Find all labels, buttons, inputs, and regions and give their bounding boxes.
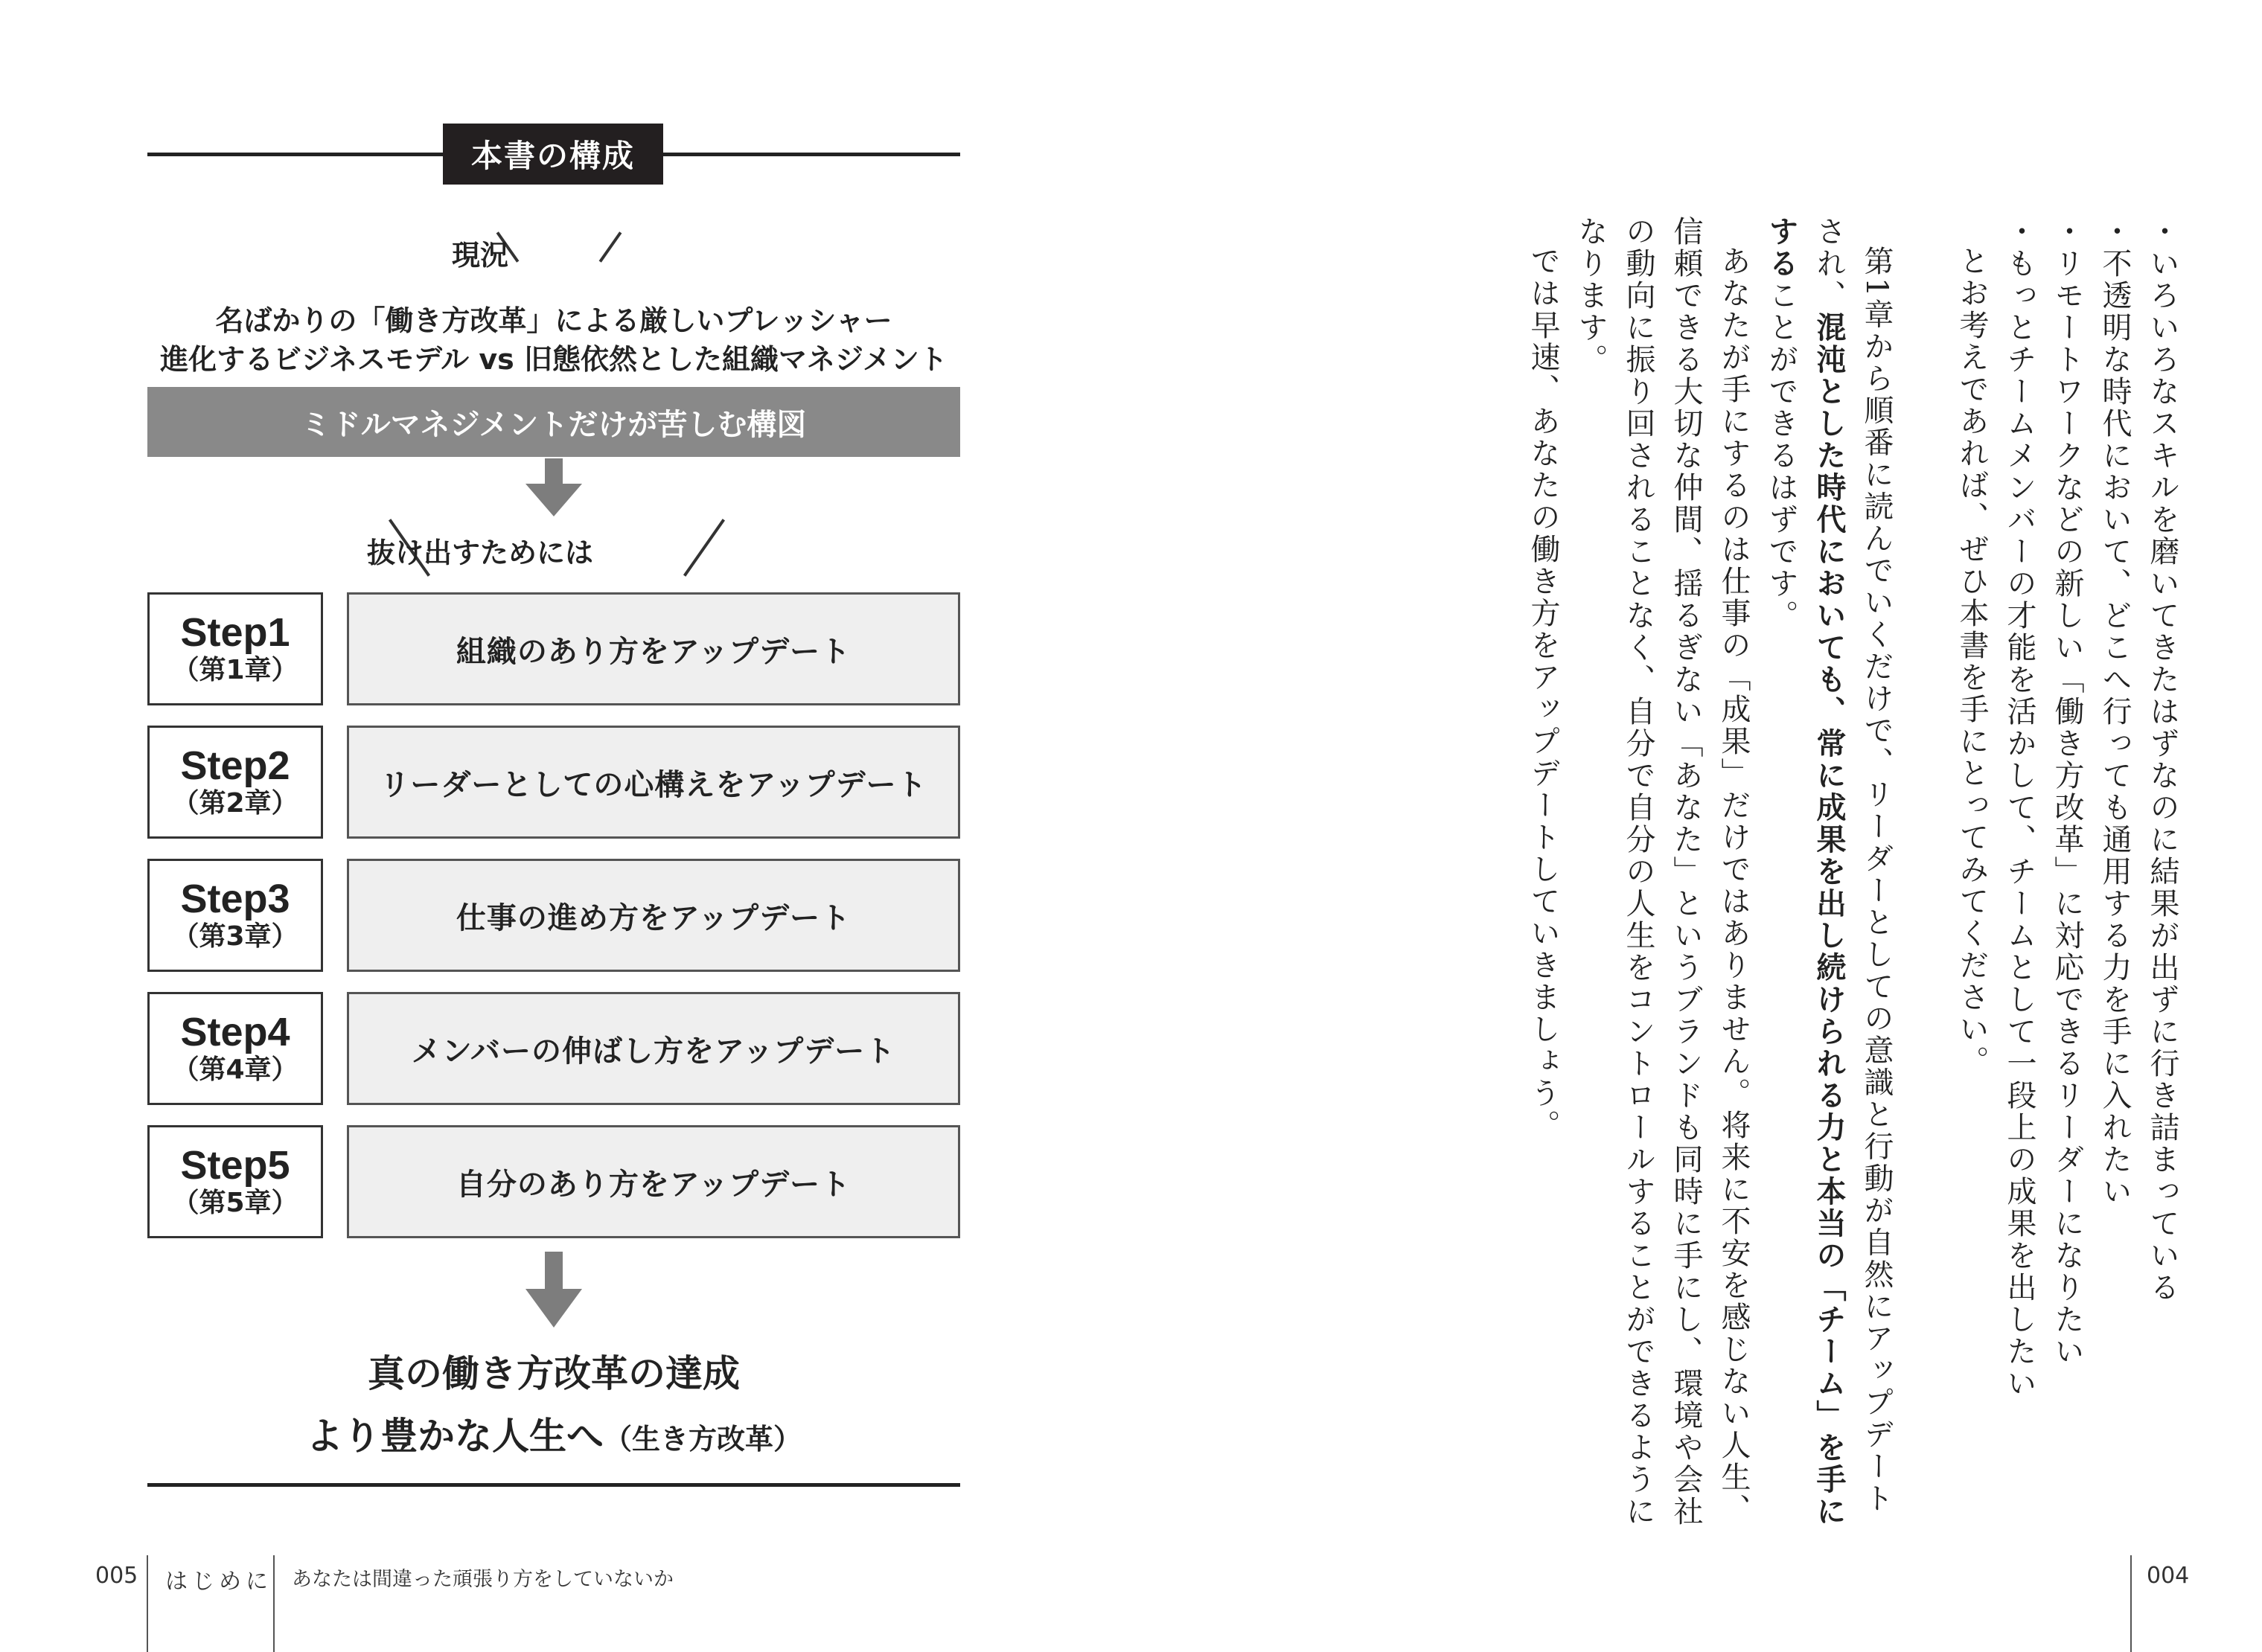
step-2-name: Step2 xyxy=(180,743,290,789)
footer-divider xyxy=(273,1555,275,1652)
problem-bar: ミドルマネジメントだけが苦しむ構図 xyxy=(147,387,960,457)
step-5-box xyxy=(147,1125,323,1238)
step-3-chapter: （第3章） xyxy=(172,921,298,952)
down-arrow-icon xyxy=(525,1252,582,1329)
step-1-box xyxy=(147,592,323,705)
step-4-box xyxy=(147,992,323,1105)
blank-line xyxy=(1900,216,1948,1525)
down-arrow-icon xyxy=(525,458,582,518)
result-richer-life xyxy=(147,1406,960,1460)
step-3-box xyxy=(147,859,323,972)
closing-line: とお考えであれば、ぜひ本書を手にとってみてください。 xyxy=(1955,246,1989,1078)
step-1-name: Step1 xyxy=(180,610,290,656)
step-2-chapter: （第2章） xyxy=(172,787,298,819)
paragraph-2-line-3: の動向に振り回されることなく、自分で自分の人生をコントロールすることができるように xyxy=(1621,216,1655,1528)
left-page-number: 005 xyxy=(95,1563,138,1589)
paragraph-1-emphasis: 混沌とした時代においても、常に成果を出し続けられる力と本当の「チーム」を手に xyxy=(1812,312,1846,1528)
bottom-rule xyxy=(147,1483,960,1487)
step-5-name: Step5 xyxy=(180,1143,290,1188)
paragraph-1-line-2 xyxy=(1805,216,1853,1528)
paragraph-1-emphasis-end: する xyxy=(1764,216,1798,280)
result-richer-life-note: （生き方改革） xyxy=(603,1423,802,1456)
paragraph-1-prefix: され、 xyxy=(1812,216,1846,312)
paragraph-2-line-1: あなたが手にするのは仕事の「成果」だけではありません。将来に不安を感じない人生、 xyxy=(1716,246,1751,1525)
bullet-line-3: ・リモートワークなどの新しい「働き方改革」に対応できるリーダーになりたい xyxy=(2050,216,2084,1368)
step-2-box xyxy=(147,726,323,839)
escape-label: 抜け出すためには xyxy=(366,537,593,569)
step-5-chapter: （第5章） xyxy=(172,1187,298,1218)
step-1-chapter: （第1章） xyxy=(172,654,298,685)
status-label: 現況 xyxy=(451,239,508,272)
headline-pressure: 名ばかりの「働き方改革」による厳しいプレッシャー xyxy=(215,304,892,337)
step-3-name: Step3 xyxy=(180,877,290,922)
step-5-description: 自分のあり方をアップデート xyxy=(347,1125,960,1238)
body-text xyxy=(1519,216,2186,1528)
paragraph-1-line-3 xyxy=(1757,216,1805,1525)
result-richer-life-main: より豊かな人生へ xyxy=(305,1415,604,1458)
paragraph-2-line-4: なります。 xyxy=(1574,216,1608,376)
step-3-description: 仕事の進め方をアップデート xyxy=(347,859,960,972)
footer-divider xyxy=(147,1555,148,1652)
result-reform-achieved: 真の働き方改革の達成 xyxy=(368,1352,740,1395)
headline-business-model: 進化するビジネスモデル vs 旧態依然とした組織マネジメント xyxy=(160,343,948,376)
diagram-title: 本書の構成 xyxy=(443,124,663,185)
section-label: はじめに xyxy=(165,1569,272,1595)
bullet-line-4: ・もっとチームメンバーの才能を活かして、チームとして一段上の成果を出したい xyxy=(2002,216,2036,1400)
step-4-chapter: （第4章） xyxy=(172,1054,298,1085)
paragraph-3: では早速、あなたの働き方をアップデートしていきましょう。 xyxy=(1526,246,1560,1142)
bullet-line-2: ・不透明な時代において、どこへ行っても通用する力を手に入れたい xyxy=(2098,216,2132,1208)
chapter-title: あなたは間違った頑張り方をしていないか xyxy=(292,1568,674,1591)
right-page-number: 004 xyxy=(2147,1563,2190,1589)
paragraph-1-line-1: 第1章から順番に読んでいくだけで、リーダーとしての意識と行動が自然にアップデート xyxy=(1859,246,1894,1515)
footer-divider xyxy=(2130,1555,2132,1652)
bullet-line-1: ・いろいろなスキルを磨いてきたはずなのに結果が出ずに行き詰まっている xyxy=(2145,216,2179,1304)
step-2-description: リーダーとしての心構えをアップデート xyxy=(347,726,960,839)
step-4-description: メンバーの伸ばし方をアップデート xyxy=(347,992,960,1105)
paragraph-2-line-2: 信頼できる大切な仲間、揺るぎない「あなた」というブランドも同時に手にし、環境や会社 xyxy=(1669,216,1703,1528)
step-1-description: 組織のあり方をアップデート xyxy=(347,592,960,705)
step-4-name: Step4 xyxy=(180,1010,290,1055)
paragraph-1-suffix: ことができるはずです。 xyxy=(1764,280,1798,632)
